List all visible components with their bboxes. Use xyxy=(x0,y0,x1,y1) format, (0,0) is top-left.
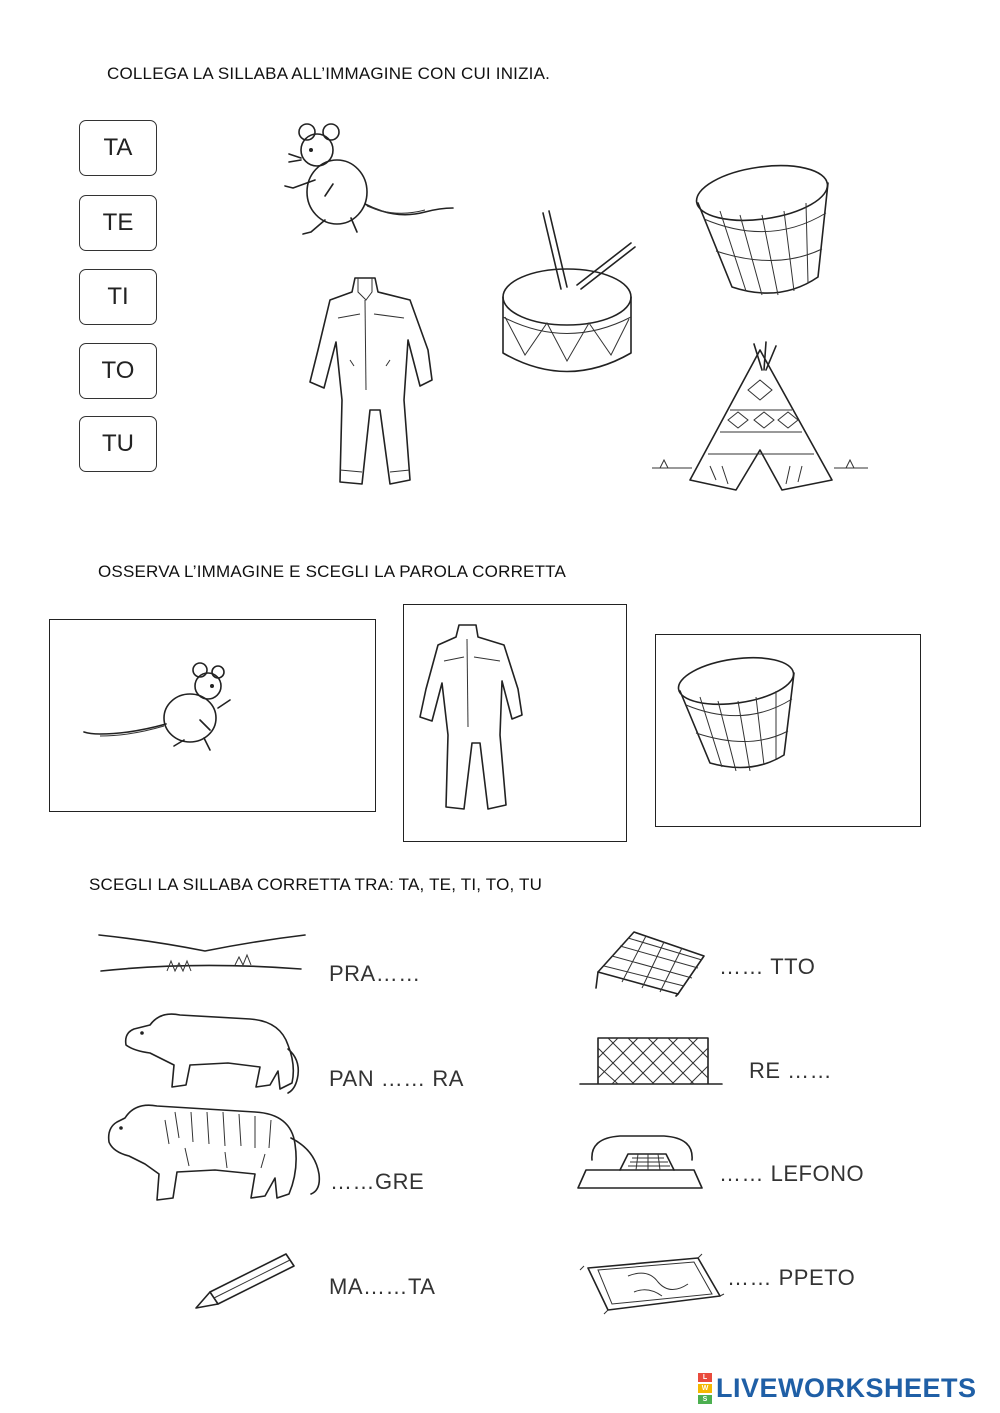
pencil-image xyxy=(190,1248,300,1313)
meadow-image xyxy=(95,925,310,985)
mouse-image[interactable] xyxy=(275,120,460,245)
syllable-box-ti[interactable] xyxy=(79,269,157,325)
word-pantera[interactable]: PAN …… RA xyxy=(329,1066,464,1091)
net-image xyxy=(578,1030,723,1090)
mouse-image xyxy=(80,660,260,760)
syllable-label: TO xyxy=(101,357,135,384)
liveworksheets-logo xyxy=(698,1373,977,1404)
brand-text: LIVEWORKSHEETS xyxy=(716,1373,977,1403)
badge-letter: L xyxy=(698,1373,712,1382)
syllable-label: TA xyxy=(103,134,133,161)
telephone-image xyxy=(572,1130,712,1195)
word-rete[interactable]: RE …… xyxy=(749,1058,833,1083)
overalls-image xyxy=(414,619,534,819)
picture-frame-overalls[interactable] xyxy=(403,604,627,842)
tepee-image[interactable] xyxy=(650,340,870,500)
tiger-image xyxy=(105,1098,325,1213)
syllable-label: TU xyxy=(102,430,134,457)
word-telefono[interactable]: …… LEFONO xyxy=(719,1161,865,1186)
word-prato[interactable]: PRA…… xyxy=(329,961,421,986)
section2-heading: OSSERVA L’IMMAGINE E SCEGLI LA PAROLA CORRETTA xyxy=(98,562,567,581)
syllable-box-ta[interactable] xyxy=(79,120,157,176)
syllable-label: TI xyxy=(107,283,129,310)
overalls-image[interactable] xyxy=(300,270,445,495)
tub-image[interactable] xyxy=(690,155,840,300)
carpet-image xyxy=(578,1252,728,1317)
syllable-box-to[interactable] xyxy=(79,343,157,399)
section1-heading: COLLEGA LA SILLABA ALL’IMMAGINE CON CUI INIZIA. xyxy=(107,64,551,83)
picture-frame-mouse[interactable] xyxy=(49,619,376,812)
word-tigre[interactable]: ……GRE xyxy=(330,1169,425,1194)
section3-heading: SCEGLI LA SILLABA CORRETTA TRA: TA, TE, TI, TO, TU xyxy=(89,875,543,894)
drum-image[interactable] xyxy=(495,205,640,385)
badge-letter: W xyxy=(698,1384,712,1393)
panther-image xyxy=(120,1005,305,1097)
word-tappeto[interactable]: …… PPETO xyxy=(727,1265,856,1290)
logo-badge xyxy=(698,1373,712,1404)
picture-frame-tub[interactable] xyxy=(655,634,921,827)
word-matita[interactable]: MA……TA xyxy=(329,1274,436,1299)
badge-letter: S xyxy=(698,1395,712,1404)
roof-image xyxy=(592,922,712,997)
syllable-box-tu[interactable] xyxy=(79,416,157,472)
syllable-label: TE xyxy=(102,209,134,236)
tub-image xyxy=(674,651,804,771)
syllable-box-te[interactable] xyxy=(79,195,157,251)
word-tetto[interactable]: …… TTO xyxy=(719,954,816,979)
